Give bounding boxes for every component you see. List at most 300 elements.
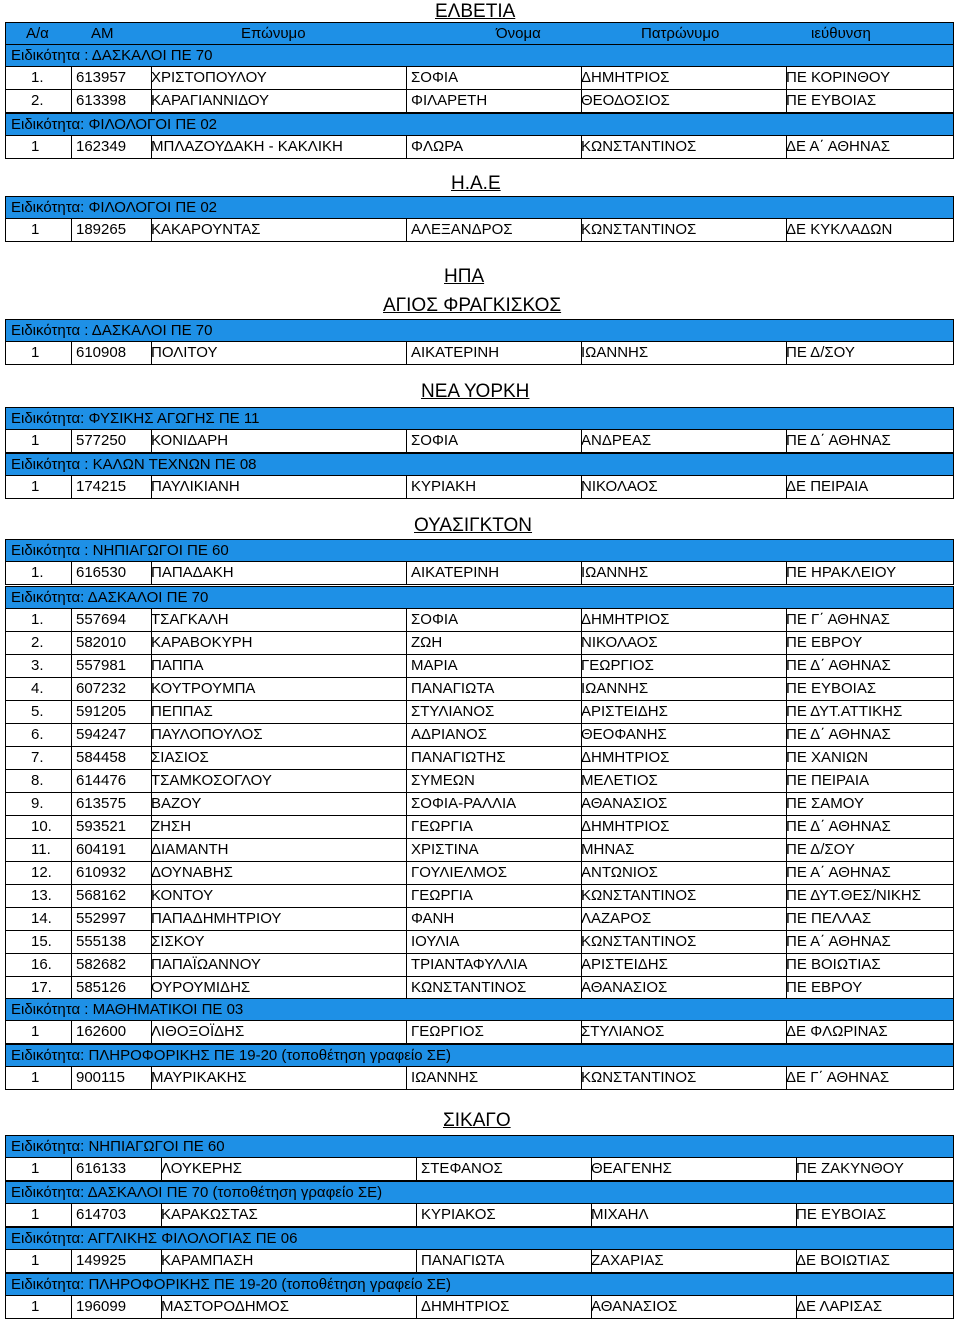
teacher-row xyxy=(5,219,954,242)
surname: ΚΟΝΤΟΥ xyxy=(151,887,214,904)
first-name: ΙΩΑΝΝΗΣ xyxy=(411,1069,479,1086)
column-divider xyxy=(406,1020,407,1044)
specialty-band xyxy=(5,1135,954,1158)
column-divider xyxy=(416,1203,417,1227)
father-name: ΙΩΑΝΝΗΣ xyxy=(581,564,649,581)
specialty-label: Ειδικότητα: ΠΛΗΡΟΦΟΡΙΚΗΣ ΠΕ 19-20 (τοποθέτηση γραφείο ΣΕ) xyxy=(11,1047,452,1064)
first-name: ΣΟΦΙΑ xyxy=(411,611,459,628)
column-divider xyxy=(71,746,72,770)
registry-number: 555138 xyxy=(76,933,127,950)
surname: ΟΥΡΟΥΜΙΔΗΣ xyxy=(151,979,251,996)
directorate: ΠΕ Δ΄ ΑΘΗΝΑΣ xyxy=(786,657,891,674)
column-divider xyxy=(71,1066,72,1090)
registry-number: 613957 xyxy=(76,69,127,86)
first-name: ΣΥΜΕΩΝ xyxy=(411,772,475,789)
row-index: 12. xyxy=(31,864,52,881)
country-title: ΝΕΑ ΥΟΡΚΗ xyxy=(421,381,530,402)
directorate: ΔΕ ΠΕΙΡΑΙΑ xyxy=(786,478,869,495)
column-divider xyxy=(406,930,407,954)
specialty-band xyxy=(5,998,954,1021)
column-divider xyxy=(406,884,407,908)
specialty-band xyxy=(5,539,954,562)
father-name: ΚΩΝΣΤΑΝΤΙΝΟΣ xyxy=(581,933,697,950)
city-title: ΑΓΙΟΣ ΦΡΑΓΚΙΣΚΟΣ xyxy=(383,295,562,316)
specialty-band xyxy=(5,196,954,219)
teacher-row xyxy=(5,430,954,453)
country-title: ΗΠΑ xyxy=(444,266,485,287)
directorate: ΠΕ ΕΒΡΟΥ xyxy=(786,634,863,651)
row-index: 1 xyxy=(31,478,40,495)
teacher-row xyxy=(5,609,954,632)
surname: ΠΑΠΠΑ xyxy=(151,657,204,674)
row-index: 1 xyxy=(31,221,40,238)
surname: ΤΣΑΓΚΑΛΗ xyxy=(151,611,229,628)
row-index: 1 xyxy=(31,1252,40,1269)
surname: ΚΑΡΑΚΩΣΤΑΣ xyxy=(161,1206,258,1223)
teacher-row xyxy=(5,136,954,159)
first-name: ΣΟΦΙΑ xyxy=(411,432,459,449)
surname: ΚΟΝΙΔΑΡΗ xyxy=(151,432,229,449)
first-name: ΓΟΥΛΙΕΛΜΟΣ xyxy=(411,864,507,881)
first-name: ΔΗΜΗΤΡΙΟΣ xyxy=(421,1298,510,1315)
column-divider xyxy=(71,429,72,453)
teacher-row xyxy=(5,678,954,701)
country-title: ΣΙΚΑΓΟ xyxy=(443,1110,511,1131)
teacher-row xyxy=(5,908,954,931)
registry-number: 162349 xyxy=(76,138,127,155)
specialty-label: Ειδικότητα : ΜΑΘΗΜΑΤΙΚΟΙ ΠΕ 03 xyxy=(11,1001,244,1018)
teacher-row xyxy=(5,862,954,885)
teacher-row xyxy=(5,1250,954,1273)
surname: ΔΙΑΜΑΝΤΗ xyxy=(151,841,229,858)
column-divider xyxy=(406,953,407,977)
registry-number: 577250 xyxy=(76,432,127,449)
first-name: ΦΑΝΗ xyxy=(411,910,455,927)
column-divider xyxy=(406,66,407,90)
column-divider xyxy=(71,723,72,747)
first-name: ΑΙΚΑΤΕΡΙΝΗ xyxy=(411,564,500,581)
column-divider xyxy=(406,654,407,678)
surname: ΚΟΥΤΡΟΥΜΠΑ xyxy=(151,680,256,697)
teacher-row xyxy=(5,701,954,724)
row-index: 8. xyxy=(31,772,44,789)
surname: ΛΙΘΟΞΟΪΔΗΣ xyxy=(151,1023,245,1040)
column-divider xyxy=(406,1066,407,1090)
directorate: ΠΕ Δ/ΣΟΥ xyxy=(786,841,855,858)
row-index: 1 xyxy=(31,138,40,155)
father-name: ΑΝΤΩΝΙΟΣ xyxy=(581,864,658,881)
row-index: 10. xyxy=(31,818,52,835)
first-name: ΠΑΝΑΓΙΩΤΑ xyxy=(411,680,495,697)
father-name: ΘΕΟΔΟΣΙΟΣ xyxy=(581,92,670,109)
teacher-row xyxy=(5,562,954,585)
directorate: ΔΕ ΒΟΙΩΤΙΑΣ xyxy=(796,1252,890,1269)
registry-number: 585126 xyxy=(76,979,127,996)
country-title: ΟΥΑΣΙΓΚΤΟΝ xyxy=(414,515,533,536)
column-divider xyxy=(406,815,407,839)
surname: ΠΑΠΑΔΗΜΗΤΡΙΟΥ xyxy=(151,910,282,927)
father-name: ΚΩΝΣΤΑΝΤΙΝΟΣ xyxy=(581,1069,697,1086)
father-name: ΑΘΑΝΑΣΙΟΣ xyxy=(591,1298,678,1315)
specialty-label: Ειδικότητα: ΦΙΛΟΛΟΓΟΙ ΠΕ 02 xyxy=(11,199,218,216)
column-divider xyxy=(71,792,72,816)
row-index: 1. xyxy=(31,611,44,628)
directorate: ΔΕ Γ΄ ΑΘΗΝΑΣ xyxy=(786,1069,890,1086)
column-divider xyxy=(406,976,407,1000)
teacher-row xyxy=(5,770,954,793)
father-name: ΘΕΑΓΕΝΗΣ xyxy=(591,1160,672,1177)
father-name: ΑΘΑΝΑΣΙΟΣ xyxy=(581,795,668,812)
column-divider xyxy=(71,89,72,113)
surname: ΧΡΙΣΤΟΠΟΥΛΟΥ xyxy=(151,69,267,86)
column-divider xyxy=(406,792,407,816)
first-name: ΑΛΕΞΑΝΔΡΟΣ xyxy=(411,221,513,238)
specialty-band xyxy=(5,1273,954,1296)
teacher-row xyxy=(5,977,954,1000)
column-divider xyxy=(406,769,407,793)
row-index: 13. xyxy=(31,887,52,904)
column-divider xyxy=(71,976,72,1000)
directorate: ΠΕ Δ΄ ΑΘΗΝΑΣ xyxy=(786,726,891,743)
father-name: ΑΘΑΝΑΣΙΟΣ xyxy=(581,979,668,996)
row-index: 2. xyxy=(31,634,44,651)
directorate: ΠΕ ΖΑΚΥΝΘΟΥ xyxy=(796,1160,904,1177)
column-divider xyxy=(406,218,407,242)
specialty-band xyxy=(5,44,954,67)
specialty-label: Ειδικότητα: ΦΙΛΟΛΟΓΟΙ ΠΕ 02 xyxy=(11,116,218,133)
surname: ΠΑΠΑΔΑΚΗ xyxy=(151,564,234,581)
surname: ΜΑΥΡΙΚΑΚΗΣ xyxy=(151,1069,247,1086)
father-name: ΔΗΜΗΤΡΙΟΣ xyxy=(581,69,670,86)
specialty-band xyxy=(5,319,954,342)
column-header: ΑΜ xyxy=(91,25,114,42)
row-index: 11. xyxy=(31,841,51,858)
father-name: ΔΗΜΗΤΡΙΟΣ xyxy=(581,749,670,766)
father-name: ΑΡΙΣΤΕΙΔΗΣ xyxy=(581,703,668,720)
specialty-label: Ειδικότητα : ΔΑΣΚΑΛΟΙ ΠΕ 70 xyxy=(11,322,213,339)
column-divider xyxy=(416,1249,417,1273)
specialty-label: Ειδικότητα : ΚΑΛΩΝ ΤΕΧΝΩΝ ΠΕ 08 xyxy=(11,456,257,473)
column-divider xyxy=(406,561,407,585)
column-divider xyxy=(406,341,407,365)
column-divider xyxy=(406,907,407,931)
column-header: Επώνυμο xyxy=(241,25,306,42)
directorate: ΠΕ Α΄ ΑΘΗΝΑΣ xyxy=(786,864,891,881)
column-divider xyxy=(406,631,407,655)
registry-number: 582010 xyxy=(76,634,127,651)
surname: ΔΟΥΝΑΒΗΣ xyxy=(151,864,233,881)
teacher-row xyxy=(5,839,954,862)
directorate: ΠΕ ΔΥΤ.ΘΕΣ/ΝΙΚΗΣ xyxy=(786,887,921,904)
surname: ΚΑΡΑΓΙΑΝΝΙΔΟΥ xyxy=(151,92,270,109)
directorate: ΠΕ ΚΟΡΙΝΘΟΥ xyxy=(786,69,891,86)
directorate: ΠΕ Δ΄ ΑΘΗΝΑΣ xyxy=(786,818,891,835)
teacher-row xyxy=(5,724,954,747)
surname: ΠΕΠΠΑΣ xyxy=(151,703,213,720)
father-name: ΑΝΔΡΕΑΣ xyxy=(581,432,652,449)
registry-number: 607232 xyxy=(76,680,127,697)
column-divider xyxy=(71,66,72,90)
column-divider xyxy=(406,723,407,747)
teacher-row xyxy=(5,747,954,770)
column-header: Α/α xyxy=(26,25,49,42)
row-index: 1 xyxy=(31,1069,40,1086)
registry-number: 557981 xyxy=(76,657,127,674)
teacher-row xyxy=(5,1021,954,1044)
registry-number: 610908 xyxy=(76,344,127,361)
column-divider xyxy=(406,475,407,499)
directorate: ΠΕ ΣΑΜΟΥ xyxy=(786,795,864,812)
row-index: 15. xyxy=(31,933,52,950)
column-divider xyxy=(406,861,407,885)
first-name: ΙΟΥΛΙΑ xyxy=(411,933,460,950)
column-header-band xyxy=(5,22,954,45)
first-name: ΓΕΩΡΓΙΑ xyxy=(411,818,473,835)
column-divider xyxy=(406,135,407,159)
teacher-row xyxy=(5,655,954,678)
specialty-label: Ειδικότητα: ΠΛΗΡΟΦΟΡΙΚΗΣ ΠΕ 19-20 (τοποθέτηση γραφείο ΣΕ) xyxy=(11,1276,452,1293)
first-name: ΧΡΙΣΤΙΝΑ xyxy=(411,841,479,858)
father-name: ΣΤΥΛΙΑΝΟΣ xyxy=(581,1023,665,1040)
registry-number: 613575 xyxy=(76,795,127,812)
column-divider xyxy=(71,953,72,977)
registry-number: 584458 xyxy=(76,749,127,766)
teacher-row xyxy=(5,476,954,499)
teacher-row xyxy=(5,1204,954,1227)
directorate: ΠΕ ΗΡΑΚΛΕΙΟΥ xyxy=(786,564,897,581)
specialty-band xyxy=(5,1227,954,1250)
teacher-row xyxy=(5,1158,954,1181)
column-divider xyxy=(406,746,407,770)
row-index: 14. xyxy=(31,910,52,927)
registry-number: 149925 xyxy=(76,1252,127,1269)
first-name: ΦΙΛΑΡΕΤΗ xyxy=(411,92,488,109)
column-header: Πατρώνυμο xyxy=(641,25,720,42)
registry-number: 900115 xyxy=(76,1069,125,1086)
column-divider xyxy=(71,135,72,159)
father-name: ΙΩΑΝΝΗΣ xyxy=(581,344,649,361)
column-divider xyxy=(406,429,407,453)
surname: ΜΑΣΤΟΡΟΔΗΜΟΣ xyxy=(161,1298,289,1315)
column-divider xyxy=(71,218,72,242)
first-name: ΣΟΦΙΑ xyxy=(411,69,459,86)
first-name: ΤΡΙΑΝΤΑΦΥΛΛΙΑ xyxy=(411,956,528,973)
specialty-label: Ειδικότητα : ΝΗΠΙΑΓΩΓΟΙ ΠΕ 60 xyxy=(11,542,229,559)
column-divider xyxy=(71,700,72,724)
specialty-label: Ειδικότητα: ΔΑΣΚΑΛΟΙ ΠΕ 70 xyxy=(11,589,209,606)
column-divider xyxy=(71,631,72,655)
specialty-band xyxy=(5,113,954,136)
surname: ΖΗΣΗ xyxy=(151,818,192,835)
surname: ΤΣΑΜΚΟΣΟΓΛΟΥ xyxy=(151,772,272,789)
registry-number: 594247 xyxy=(76,726,127,743)
surname: ΠΑΠΑΪΩΑΝΝΟΥ xyxy=(151,956,261,973)
specialty-band xyxy=(5,586,954,609)
row-index: 1 xyxy=(31,1160,40,1177)
directorate: ΠΕ ΧΑΝΙΩΝ xyxy=(786,749,869,766)
column-divider xyxy=(71,341,72,365)
specialty-label: Ειδικότητα: ΝΗΠΙΑΓΩΓΟΙ ΠΕ 60 xyxy=(11,1138,225,1155)
first-name: ΚΥΡΙΑΚΗ xyxy=(411,478,477,495)
teacher-row xyxy=(5,954,954,977)
row-index: 1 xyxy=(31,432,40,449)
directorate: ΠΕ ΕΥΒΟΙΑΣ xyxy=(796,1206,887,1223)
column-header: ιεύθυνση xyxy=(811,25,871,42)
specialty-band xyxy=(5,1044,954,1067)
row-index: 17. xyxy=(31,979,52,996)
father-name: ΜΙΧΑΗΛ xyxy=(591,1206,649,1223)
registry-number: 189265 xyxy=(76,221,127,238)
column-divider xyxy=(71,677,72,701)
row-index: 1 xyxy=(31,344,40,361)
registry-number: 162600 xyxy=(76,1023,127,1040)
row-index: 7. xyxy=(31,749,44,766)
column-divider xyxy=(416,1157,417,1181)
teacher-row xyxy=(5,342,954,365)
father-name: ΙΩΑΝΝΗΣ xyxy=(581,680,649,697)
registry-number: 593521 xyxy=(76,818,127,835)
directorate: ΠΕ ΕΥΒΟΙΑΣ xyxy=(786,680,877,697)
father-name: ΜΕΛΕΤΙΟΣ xyxy=(581,772,658,789)
surname: ΣΙΣΚΟΥ xyxy=(151,933,205,950)
column-divider xyxy=(406,677,407,701)
row-index: 1. xyxy=(31,564,44,581)
column-divider xyxy=(71,1203,72,1227)
first-name: ΠΑΝΑΓΙΩΤΗΣ xyxy=(411,749,506,766)
column-divider xyxy=(71,654,72,678)
directorate: ΔΕ Α΄ ΑΘΗΝΑΣ xyxy=(786,138,891,155)
father-name: ΖΑΧΑΡΙΑΣ xyxy=(591,1252,664,1269)
directorate: ΠΕ ΔΥΤ.ΑΤΤΙΚΗΣ xyxy=(786,703,903,720)
directorate: ΠΕ ΕΒΡΟΥ xyxy=(786,979,863,996)
specialty-label: Ειδικότητα: ΑΓΓΛΙΚΗΣ ΦΙΛΟΛΟΓΙΑΣ ΠΕ 06 xyxy=(11,1230,298,1247)
row-index: 5. xyxy=(31,703,44,720)
first-name: ΓΕΩΡΓΙΟΣ xyxy=(411,1023,484,1040)
column-header: Όνομα xyxy=(496,25,541,42)
row-index: 1 xyxy=(31,1206,40,1223)
specialty-label: Ειδικότητα: ΦΥΣΙΚΗΣ ΑΓΩΓΗΣ ΠΕ 11 xyxy=(11,410,260,427)
first-name: ΣΤΥΛΙΑΝΟΣ xyxy=(411,703,495,720)
surname: ΚΑΡΑΒΟΚΥΡΗ xyxy=(151,634,253,651)
specialty-band xyxy=(5,453,954,476)
father-name: ΑΡΙΣΤΕΙΔΗΣ xyxy=(581,956,668,973)
column-divider xyxy=(406,89,407,113)
column-divider xyxy=(71,1295,72,1319)
column-divider xyxy=(71,838,72,862)
teacher-row xyxy=(5,793,954,816)
registry-number: 610932 xyxy=(76,864,127,881)
registry-number: 196099 xyxy=(76,1298,127,1315)
country-title: ΕΛΒΕΤΙΑ xyxy=(435,1,516,22)
specialty-band xyxy=(5,407,954,430)
directorate: ΔΕ ΚΥΚΛΑΔΩΝ xyxy=(786,221,893,238)
father-name: ΚΩΝΣΤΑΝΤΙΝΟΣ xyxy=(581,138,697,155)
first-name: ΦΛΩΡΑ xyxy=(411,138,464,155)
specialty-label: Ειδικότητα : ΔΑΣΚΑΛΟΙ ΠΕ 70 xyxy=(11,47,213,64)
column-divider xyxy=(71,930,72,954)
surname: ΛΟΥΚΕΡΗΣ xyxy=(161,1160,243,1177)
column-divider xyxy=(71,475,72,499)
column-divider xyxy=(71,1020,72,1044)
surname: ΣΙΑΣΙΟΣ xyxy=(151,749,209,766)
father-name: ΛΑΖΑΡΟΣ xyxy=(581,910,652,927)
registry-number: 616530 xyxy=(76,564,127,581)
directorate: ΠΕ Δ/ΣΟΥ xyxy=(786,344,855,361)
row-index: 4. xyxy=(31,680,44,697)
registry-number: 614476 xyxy=(76,772,127,789)
first-name: ΠΑΝΑΓΙΩΤΑ xyxy=(421,1252,505,1269)
registry-number: 591205 xyxy=(76,703,127,720)
directorate: ΠΕ Δ΄ ΑΘΗΝΑΣ xyxy=(786,432,891,449)
first-name: ΑΙΚΑΤΕΡΙΝΗ xyxy=(411,344,500,361)
teacher-row xyxy=(5,1296,954,1319)
teacher-row xyxy=(5,816,954,839)
column-divider xyxy=(71,1157,72,1181)
first-name: ΚΩΝΣΤΑΝΤΙΝΟΣ xyxy=(411,979,527,996)
column-divider xyxy=(71,861,72,885)
row-index: 16. xyxy=(31,956,52,973)
father-name: ΜΗΝΑΣ xyxy=(581,841,635,858)
registry-number: 613398 xyxy=(76,92,127,109)
directorate: ΠΕ ΒΟΙΩΤΙΑΣ xyxy=(786,956,881,973)
column-divider xyxy=(71,815,72,839)
registry-number: 557694 xyxy=(76,611,127,628)
teacher-row xyxy=(5,67,954,90)
column-divider xyxy=(71,884,72,908)
teacher-row xyxy=(5,885,954,908)
father-name: ΓΕΩΡΓΙΟΣ xyxy=(581,657,654,674)
surname: ΠΟΛΙΤΟΥ xyxy=(151,344,218,361)
first-name: ΑΔΡΙΑΝΟΣ xyxy=(411,726,487,743)
directorate: ΠΕ Α΄ ΑΘΗΝΑΣ xyxy=(786,933,891,950)
specialty-band xyxy=(5,1181,954,1204)
specialty-label: Ειδικότητα: ΔΑΣΚΑΛΟΙ ΠΕ 70 (τοποθέτηση γραφείο ΣΕ) xyxy=(11,1184,383,1201)
registry-number: 174215 xyxy=(76,478,127,495)
directorate: ΠΕ ΕΥΒΟΙΑΣ xyxy=(786,92,877,109)
column-divider xyxy=(406,700,407,724)
father-name: ΝΙΚΟΛΑΟΣ xyxy=(581,478,658,495)
first-name: ΜΑΡΙΑ xyxy=(411,657,458,674)
teacher-row xyxy=(5,931,954,954)
column-divider xyxy=(406,838,407,862)
row-index: 6. xyxy=(31,726,44,743)
first-name: ΣΟΦΙΑ-ΡΑΛΛΙΑ xyxy=(411,795,517,812)
father-name: ΚΩΝΣΤΑΝΤΙΝΟΣ xyxy=(581,887,697,904)
column-divider xyxy=(71,907,72,931)
country-title: Η.Α.Ε xyxy=(451,173,501,194)
surname: ΠΑΥΛΟΠΟΥΛΟΣ xyxy=(151,726,263,743)
first-name: ΚΥΡΙΑΚΟΣ xyxy=(421,1206,496,1223)
father-name: ΝΙΚΟΛΑΟΣ xyxy=(581,634,658,651)
row-index: 1 xyxy=(31,1023,40,1040)
first-name: ΣΤΕΦΑΝΟΣ xyxy=(421,1160,503,1177)
directorate: ΔΕ ΦΛΩΡΙΝΑΣ xyxy=(786,1023,888,1040)
column-divider xyxy=(406,608,407,632)
father-name: ΔΗΜΗΤΡΙΟΣ xyxy=(581,611,670,628)
registry-number: 552997 xyxy=(76,910,127,927)
registry-number: 616133 xyxy=(76,1160,127,1177)
row-index: 1 xyxy=(31,1298,40,1315)
column-divider xyxy=(71,608,72,632)
teacher-row xyxy=(5,90,954,113)
directorate: ΔΕ ΛΑΡΙΣΑΣ xyxy=(796,1298,883,1315)
father-name: ΘΕΟΦΑΝΗΣ xyxy=(581,726,667,743)
father-name: ΚΩΝΣΤΑΝΤΙΝΟΣ xyxy=(581,221,697,238)
surname: ΜΠΛΑΖΟΥΔΑΚΗ - ΚΑΚΛΙΚΗ xyxy=(151,138,343,155)
surname: ΚΑΡΑΜΠΑΣΗ xyxy=(161,1252,254,1269)
surname: ΚΑΚΑΡΟΥΝΤΑΣ xyxy=(151,221,261,238)
column-divider xyxy=(416,1295,417,1319)
